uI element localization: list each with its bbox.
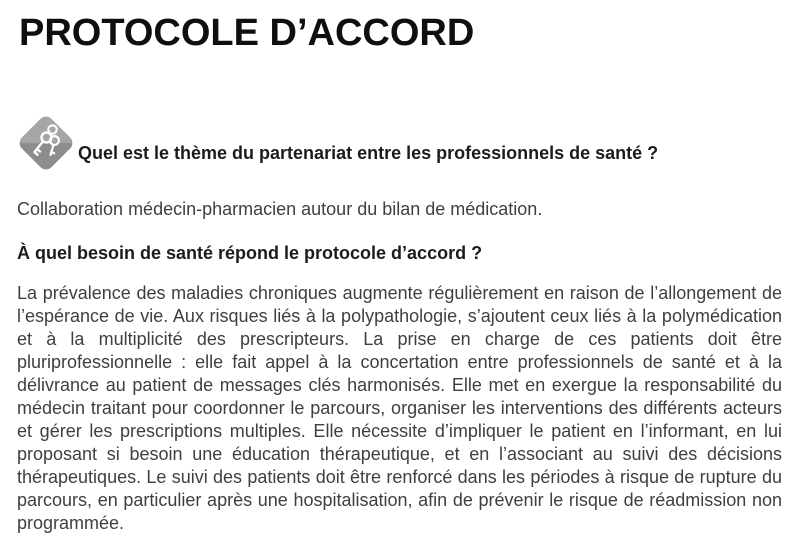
answer-besoin-sante-paragraph: La prévalence des maladies chroniques augmente régulièrement en raison de l’allongement de l’espérance de vie. Aux risques liés à la polypathologie, s’ajoutent ceux liés à la polymédication et à la multiplicité des prescripteurs. La prise en charge de ces patients doit être pluriprofessionnelle : elle fait appel à la concertation entre professionnels de santé et à la délivrance au patient de messages clés harmonisés. Elle met en exergue la responsabilité du médecin traitant pour coordonner le parcours, organiser les interventions des différents acteurs et gérer les prescriptions multiples. Elle nécessite d’impliquer le patient en l’informant, en lui proposant si besoin une éducation thérapeutique, et en l’associant au suivi des décisions thérapeutiques. Le suivi des patients doit être renforcé dans les périodes à risque de rupture du parcours, en particulier après une hospitalisation, afin de prévenir le risque de réadmission non programmée. [17, 283, 782, 534]
question-besoin-sante: À quel besoin de santé répond le protocole d’accord ? [17, 242, 483, 263]
keys-icon [17, 114, 75, 172]
keys-icon-glyph [17, 114, 75, 172]
question-1-row [17, 114, 782, 172]
answer-theme-partenariat: Collaboration médecin-pharmacien autour du bilan de médication. [17, 198, 543, 219]
question-theme-partenariat: Quel est le thème du partenariat entre les professionnels de santé ? [78, 143, 659, 164]
page-title: PROTOCOLE D’ACCORD [19, 12, 475, 54]
